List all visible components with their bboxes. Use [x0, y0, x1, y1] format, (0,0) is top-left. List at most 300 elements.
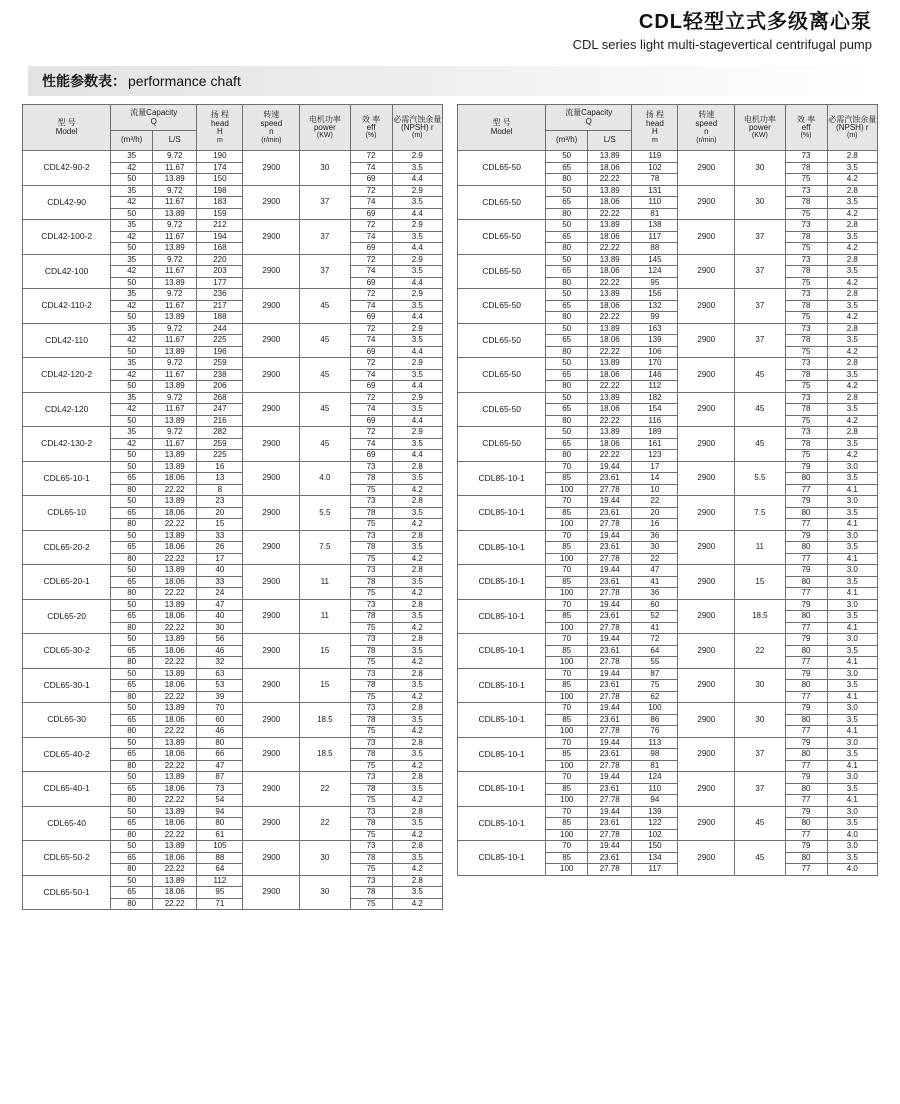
cell-head: 78 — [632, 174, 678, 186]
cell-capacity-ls: 18.06 — [153, 542, 197, 554]
cell-efficiency: 74 — [350, 404, 392, 416]
cell-head: 62 — [632, 691, 678, 703]
cell-capacity-ls: 27.78 — [588, 864, 632, 876]
cell-speed: 2900 — [678, 530, 735, 565]
table-row — [458, 565, 878, 577]
cell-head: 16 — [632, 519, 678, 531]
cell-capacity-ls: 9.72 — [153, 151, 197, 163]
cell-efficiency: 77 — [785, 726, 827, 738]
cell-capacity-ls: 13.89 — [153, 208, 197, 220]
cell-efficiency: 73 — [350, 806, 392, 818]
cell-efficiency: 78 — [350, 680, 392, 692]
cell-npsh: 2.8 — [827, 289, 877, 301]
cell-efficiency: 79 — [785, 599, 827, 611]
cell-capacity-ls: 18.06 — [588, 266, 632, 278]
col-head: 扬 程 head H m — [632, 105, 678, 151]
cell-npsh: 3.5 — [827, 749, 877, 761]
cell-capacity-m3h: 80 — [546, 381, 588, 393]
cell-head: 20 — [632, 507, 678, 519]
cell-efficiency: 73 — [785, 254, 827, 266]
cell-capacity-ls: 22.22 — [588, 415, 632, 427]
cell-npsh: 2.8 — [392, 703, 442, 715]
cell-capacity-ls: 27.78 — [588, 657, 632, 669]
cell-capacity-ls: 22.22 — [153, 726, 197, 738]
cell-head: 56 — [197, 634, 243, 646]
cell-capacity-m3h: 50 — [111, 277, 153, 289]
cell-head: 198 — [197, 185, 243, 197]
cell-npsh: 4.4 — [392, 208, 442, 220]
cell-speed: 2900 — [678, 703, 735, 738]
cell-npsh: 3.5 — [827, 438, 877, 450]
cell-capacity-m3h: 85 — [546, 714, 588, 726]
cell-npsh: 3.5 — [827, 231, 877, 243]
cell-capacity-m3h: 65 — [546, 404, 588, 416]
cell-model: CDL85-10-1 — [458, 841, 546, 876]
cell-capacity-ls: 19.44 — [588, 737, 632, 749]
cell-head: 33 — [197, 576, 243, 588]
cell-npsh: 3.0 — [827, 530, 877, 542]
cell-capacity-m3h: 50 — [546, 289, 588, 301]
cell-capacity-m3h: 50 — [111, 668, 153, 680]
cell-npsh: 4.1 — [827, 657, 877, 669]
cell-npsh: 3.5 — [392, 300, 442, 312]
cell-npsh: 2.8 — [827, 151, 877, 163]
cell-power: 37 — [735, 220, 785, 255]
cell-efficiency: 77 — [785, 760, 827, 772]
cell-npsh: 2.8 — [827, 220, 877, 232]
cell-efficiency: 74 — [350, 438, 392, 450]
cell-efficiency: 73 — [785, 427, 827, 439]
cell-npsh: 2.9 — [392, 289, 442, 301]
table-row — [458, 599, 878, 611]
cell-capacity-m3h: 65 — [111, 611, 153, 623]
cell-npsh: 3.5 — [392, 507, 442, 519]
cell-capacity-m3h: 35 — [111, 254, 153, 266]
cell-capacity-m3h: 50 — [111, 415, 153, 427]
col-model: 型 号 Model — [458, 105, 546, 151]
cell-capacity-m3h: 100 — [546, 726, 588, 738]
cell-capacity-m3h: 50 — [111, 208, 153, 220]
table-row — [458, 289, 878, 301]
cell-head: 203 — [197, 266, 243, 278]
cell-head: 60 — [632, 599, 678, 611]
cell-efficiency: 80 — [785, 852, 827, 864]
cell-capacity-m3h: 100 — [546, 691, 588, 703]
section-label-en: performance chaft — [128, 73, 241, 90]
cell-npsh: 2.8 — [392, 634, 442, 646]
cell-head: 139 — [632, 335, 678, 347]
cell-capacity-m3h: 80 — [111, 726, 153, 738]
cell-npsh: 3.5 — [392, 852, 442, 864]
cell-model: CDL42-100-2 — [23, 220, 111, 255]
cell-efficiency: 69 — [350, 174, 392, 186]
cell-npsh: 3.5 — [827, 783, 877, 795]
cell-capacity-ls: 22.22 — [588, 381, 632, 393]
cell-capacity-ls: 13.89 — [153, 703, 197, 715]
cell-capacity-ls: 13.89 — [588, 323, 632, 335]
cell-capacity-m3h: 50 — [111, 312, 153, 324]
cell-capacity-m3h: 50 — [111, 634, 153, 646]
cell-capacity-ls: 13.89 — [153, 312, 197, 324]
cell-head: 76 — [632, 726, 678, 738]
cell-npsh: 3.5 — [392, 473, 442, 485]
cell-capacity-m3h: 50 — [111, 346, 153, 358]
cell-npsh: 4.2 — [392, 726, 442, 738]
cell-head: 132 — [632, 300, 678, 312]
cell-efficiency: 74 — [350, 266, 392, 278]
col-efficiency: 效 率 eff (%) — [350, 105, 392, 151]
cell-power: 11 — [300, 599, 350, 634]
cell-capacity-m3h: 65 — [546, 266, 588, 278]
cell-efficiency: 75 — [785, 415, 827, 427]
cell-npsh: 2.9 — [392, 185, 442, 197]
cell-npsh: 2.8 — [392, 668, 442, 680]
left-table-wrapper — [22, 104, 443, 910]
table-row — [23, 703, 443, 715]
cell-capacity-m3h: 85 — [546, 645, 588, 657]
cell-efficiency: 79 — [785, 841, 827, 853]
cell-npsh: 2.9 — [392, 358, 442, 370]
cell-npsh: 3.5 — [392, 611, 442, 623]
cell-capacity-ls: 13.89 — [588, 427, 632, 439]
col-capacity-ls: L/S — [588, 131, 632, 151]
col-capacity-m3h: (m³/h) — [546, 131, 588, 151]
cell-efficiency: 77 — [785, 588, 827, 600]
cell-power: 45 — [300, 323, 350, 358]
cell-head: 75 — [632, 680, 678, 692]
table-row — [23, 875, 443, 887]
table-row — [23, 806, 443, 818]
cell-head: 15 — [197, 519, 243, 531]
table-row — [23, 530, 443, 542]
cell-capacity-m3h: 70 — [546, 703, 588, 715]
cell-head: 53 — [197, 680, 243, 692]
cell-npsh: 4.1 — [827, 553, 877, 565]
cell-head: 52 — [632, 611, 678, 623]
cell-efficiency: 75 — [350, 484, 392, 496]
cell-model: CDL65-50 — [458, 151, 546, 186]
cell-head: 196 — [197, 346, 243, 358]
cell-head: 100 — [632, 703, 678, 715]
cell-efficiency: 75 — [350, 795, 392, 807]
cell-capacity-m3h: 100 — [546, 588, 588, 600]
cell-npsh: 4.2 — [392, 588, 442, 600]
cell-model: CDL65-50 — [458, 289, 546, 324]
cell-capacity-ls: 27.78 — [588, 519, 632, 531]
cell-head: 244 — [197, 323, 243, 335]
cell-efficiency: 78 — [785, 162, 827, 174]
cell-capacity-m3h: 85 — [546, 611, 588, 623]
cell-capacity-m3h: 50 — [546, 220, 588, 232]
cell-efficiency: 73 — [350, 737, 392, 749]
cell-power: 11 — [735, 530, 785, 565]
cell-capacity-m3h: 65 — [111, 852, 153, 864]
cell-capacity-m3h: 85 — [546, 680, 588, 692]
cell-head: 61 — [197, 829, 243, 841]
cell-capacity-ls: 23.61 — [588, 783, 632, 795]
cell-capacity-m3h: 50 — [111, 875, 153, 887]
cell-power: 30 — [300, 841, 350, 876]
cell-capacity-m3h: 70 — [546, 496, 588, 508]
table-row — [23, 289, 443, 301]
cell-head: 30 — [197, 622, 243, 634]
cell-capacity-m3h: 70 — [546, 668, 588, 680]
cell-capacity-m3h: 100 — [546, 657, 588, 669]
document-header — [0, 0, 900, 54]
cell-model: CDL42-90 — [23, 185, 111, 220]
cell-capacity-m3h: 70 — [546, 599, 588, 611]
cell-head: 41 — [632, 622, 678, 634]
cell-head: 87 — [632, 668, 678, 680]
cell-npsh: 3.5 — [392, 197, 442, 209]
cell-head: 8 — [197, 484, 243, 496]
cell-efficiency: 75 — [785, 346, 827, 358]
cell-capacity-ls: 18.06 — [153, 714, 197, 726]
cell-power: 30 — [300, 875, 350, 910]
cell-head: 124 — [632, 266, 678, 278]
cell-speed: 2900 — [678, 185, 735, 220]
cell-efficiency: 69 — [350, 312, 392, 324]
cell-head: 22 — [632, 553, 678, 565]
cell-head: 102 — [632, 162, 678, 174]
cell-capacity-m3h: 50 — [546, 151, 588, 163]
cell-head: 117 — [632, 231, 678, 243]
cell-head: 46 — [197, 726, 243, 738]
cell-capacity-m3h: 85 — [546, 852, 588, 864]
cell-head: 36 — [632, 530, 678, 542]
cell-npsh: 4.1 — [827, 760, 877, 772]
cell-efficiency: 73 — [785, 323, 827, 335]
table-row — [458, 254, 878, 266]
table-row — [458, 772, 878, 784]
cell-speed: 2900 — [678, 427, 735, 462]
cell-efficiency: 77 — [785, 484, 827, 496]
right-table-wrapper — [457, 104, 878, 910]
cell-capacity-ls: 13.89 — [153, 530, 197, 542]
cell-capacity-ls: 13.89 — [153, 243, 197, 255]
cell-head: 80 — [197, 737, 243, 749]
cell-head: 73 — [197, 783, 243, 795]
cell-npsh: 4.4 — [392, 450, 442, 462]
cell-capacity-ls: 13.89 — [588, 254, 632, 266]
cell-npsh: 4.2 — [827, 312, 877, 324]
cell-head: 150 — [197, 174, 243, 186]
cell-npsh: 3.5 — [392, 404, 442, 416]
cell-head: 177 — [197, 277, 243, 289]
cell-capacity-ls: 27.78 — [588, 484, 632, 496]
cell-capacity-m3h: 65 — [111, 783, 153, 795]
cell-npsh: 3.5 — [392, 749, 442, 761]
cell-capacity-m3h: 100 — [546, 519, 588, 531]
cell-head: 259 — [197, 358, 243, 370]
cell-head: 72 — [632, 634, 678, 646]
table-row — [458, 461, 878, 473]
cell-capacity-m3h: 80 — [111, 760, 153, 772]
cell-speed: 2900 — [243, 668, 300, 703]
cell-model: CDL85-10-1 — [458, 668, 546, 703]
cell-efficiency: 73 — [350, 772, 392, 784]
cell-power: 45 — [300, 289, 350, 324]
cell-power: 30 — [735, 668, 785, 703]
cell-efficiency: 72 — [350, 289, 392, 301]
cell-capacity-m3h: 70 — [546, 634, 588, 646]
cell-efficiency: 75 — [350, 588, 392, 600]
cell-power: 18.5 — [735, 599, 785, 634]
cell-power: 30 — [735, 151, 785, 186]
cell-capacity-m3h: 80 — [111, 864, 153, 876]
cell-capacity-ls: 22.22 — [588, 312, 632, 324]
cell-head: 212 — [197, 220, 243, 232]
cell-capacity-ls: 19.44 — [588, 668, 632, 680]
cell-head: 216 — [197, 415, 243, 427]
cell-power: 18.5 — [300, 703, 350, 738]
cell-capacity-ls: 13.89 — [153, 496, 197, 508]
cell-model: CDL42-100 — [23, 254, 111, 289]
cell-capacity-m3h: 50 — [111, 496, 153, 508]
cell-efficiency: 77 — [785, 519, 827, 531]
cell-head: 168 — [197, 243, 243, 255]
cell-npsh: 3.5 — [392, 887, 442, 899]
cell-speed: 2900 — [678, 220, 735, 255]
cell-npsh: 3.5 — [392, 369, 442, 381]
cell-capacity-ls: 18.06 — [153, 473, 197, 485]
cell-head: 119 — [632, 151, 678, 163]
cell-power: 15 — [300, 668, 350, 703]
cell-speed: 2900 — [678, 772, 735, 807]
cell-model: CDL85-10-1 — [458, 461, 546, 496]
col-npsh: 必需汽蚀余量 (NPSH) r (m) — [827, 105, 877, 151]
cell-speed: 2900 — [678, 289, 735, 324]
cell-capacity-ls: 18.06 — [588, 231, 632, 243]
cell-capacity-ls: 27.78 — [588, 760, 632, 772]
cell-head: 46 — [197, 645, 243, 657]
col-capacity-m3h: (m³/h) — [111, 131, 153, 151]
col-capacity-ls: L/S — [153, 131, 197, 151]
cell-capacity-ls: 18.06 — [588, 369, 632, 381]
cell-speed: 2900 — [678, 668, 735, 703]
cell-efficiency: 74 — [350, 369, 392, 381]
cell-efficiency: 79 — [785, 565, 827, 577]
cell-head: 113 — [632, 737, 678, 749]
cell-speed: 2900 — [678, 599, 735, 634]
cell-efficiency: 78 — [350, 714, 392, 726]
cell-capacity-ls: 9.72 — [153, 220, 197, 232]
cell-capacity-ls: 18.06 — [153, 645, 197, 657]
cell-capacity-ls: 11.67 — [153, 404, 197, 416]
cell-power: 18.5 — [300, 737, 350, 772]
cell-npsh: 4.2 — [392, 657, 442, 669]
cell-head: 24 — [197, 588, 243, 600]
cell-head: 150 — [632, 841, 678, 853]
cell-capacity-m3h: 65 — [546, 369, 588, 381]
cell-capacity-ls: 13.89 — [588, 392, 632, 404]
cell-capacity-m3h: 65 — [111, 818, 153, 830]
cell-power: 37 — [735, 772, 785, 807]
cell-capacity-ls: 22.22 — [153, 553, 197, 565]
cell-npsh: 4.2 — [392, 795, 442, 807]
cell-efficiency: 78 — [350, 473, 392, 485]
cell-capacity-m3h: 65 — [111, 542, 153, 554]
cell-capacity-m3h: 65 — [111, 473, 153, 485]
cell-speed: 2900 — [243, 772, 300, 807]
cell-power: 30 — [735, 185, 785, 220]
cell-head: 225 — [197, 450, 243, 462]
cell-npsh: 3.5 — [827, 473, 877, 485]
cell-efficiency: 78 — [350, 887, 392, 899]
cell-npsh: 3.0 — [827, 841, 877, 853]
cell-npsh: 2.8 — [392, 772, 442, 784]
cell-capacity-ls: 22.22 — [588, 174, 632, 186]
cell-head: 71 — [197, 898, 243, 910]
cell-efficiency: 75 — [350, 829, 392, 841]
cell-speed: 2900 — [243, 599, 300, 634]
cell-speed: 2900 — [243, 289, 300, 324]
cell-capacity-m3h: 80 — [111, 898, 153, 910]
cell-efficiency: 77 — [785, 657, 827, 669]
cell-head: 55 — [632, 657, 678, 669]
cell-head: 110 — [632, 783, 678, 795]
cell-capacity-m3h: 80 — [546, 415, 588, 427]
cell-efficiency: 75 — [350, 657, 392, 669]
col-model: 型 号 Model — [23, 105, 111, 151]
cell-capacity-m3h: 80 — [111, 657, 153, 669]
cell-head: 20 — [197, 507, 243, 519]
cell-head: 81 — [632, 760, 678, 772]
cell-efficiency: 75 — [350, 691, 392, 703]
cell-capacity-ls: 9.72 — [153, 289, 197, 301]
cell-npsh: 3.5 — [392, 162, 442, 174]
cell-capacity-m3h: 65 — [111, 576, 153, 588]
cell-speed: 2900 — [243, 875, 300, 910]
cell-capacity-ls: 11.67 — [153, 266, 197, 278]
cell-efficiency: 80 — [785, 714, 827, 726]
cell-npsh: 3.5 — [827, 680, 877, 692]
cell-efficiency: 69 — [350, 415, 392, 427]
cell-npsh: 2.8 — [827, 323, 877, 335]
cell-npsh: 4.1 — [827, 519, 877, 531]
cell-speed: 2900 — [678, 565, 735, 600]
cell-head: 30 — [632, 542, 678, 554]
cell-model: CDL42-110-2 — [23, 289, 111, 324]
cell-efficiency: 79 — [785, 496, 827, 508]
cell-capacity-m3h: 65 — [546, 335, 588, 347]
cell-power: 37 — [735, 737, 785, 772]
cell-efficiency: 75 — [350, 553, 392, 565]
cell-efficiency: 79 — [785, 634, 827, 646]
cell-capacity-m3h: 65 — [111, 887, 153, 899]
cell-power: 45 — [735, 358, 785, 393]
table-row — [458, 737, 878, 749]
cell-efficiency: 77 — [785, 691, 827, 703]
cell-capacity-m3h: 50 — [546, 323, 588, 335]
cell-capacity-m3h: 80 — [546, 312, 588, 324]
cell-efficiency: 73 — [785, 220, 827, 232]
cell-head: 40 — [197, 611, 243, 623]
cell-model: CDL85-10-1 — [458, 565, 546, 600]
cell-model: CDL42-120-2 — [23, 358, 111, 393]
cell-speed: 2900 — [243, 254, 300, 289]
cell-capacity-ls: 13.89 — [153, 841, 197, 853]
table-header-right — [458, 105, 878, 151]
cell-power: 22 — [300, 772, 350, 807]
cell-npsh: 4.4 — [392, 243, 442, 255]
cell-npsh: 2.8 — [392, 599, 442, 611]
cell-capacity-ls: 13.89 — [153, 806, 197, 818]
cell-efficiency: 73 — [350, 841, 392, 853]
cell-efficiency: 74 — [350, 197, 392, 209]
cell-power: 11 — [300, 565, 350, 600]
cell-power: 7.5 — [300, 530, 350, 565]
